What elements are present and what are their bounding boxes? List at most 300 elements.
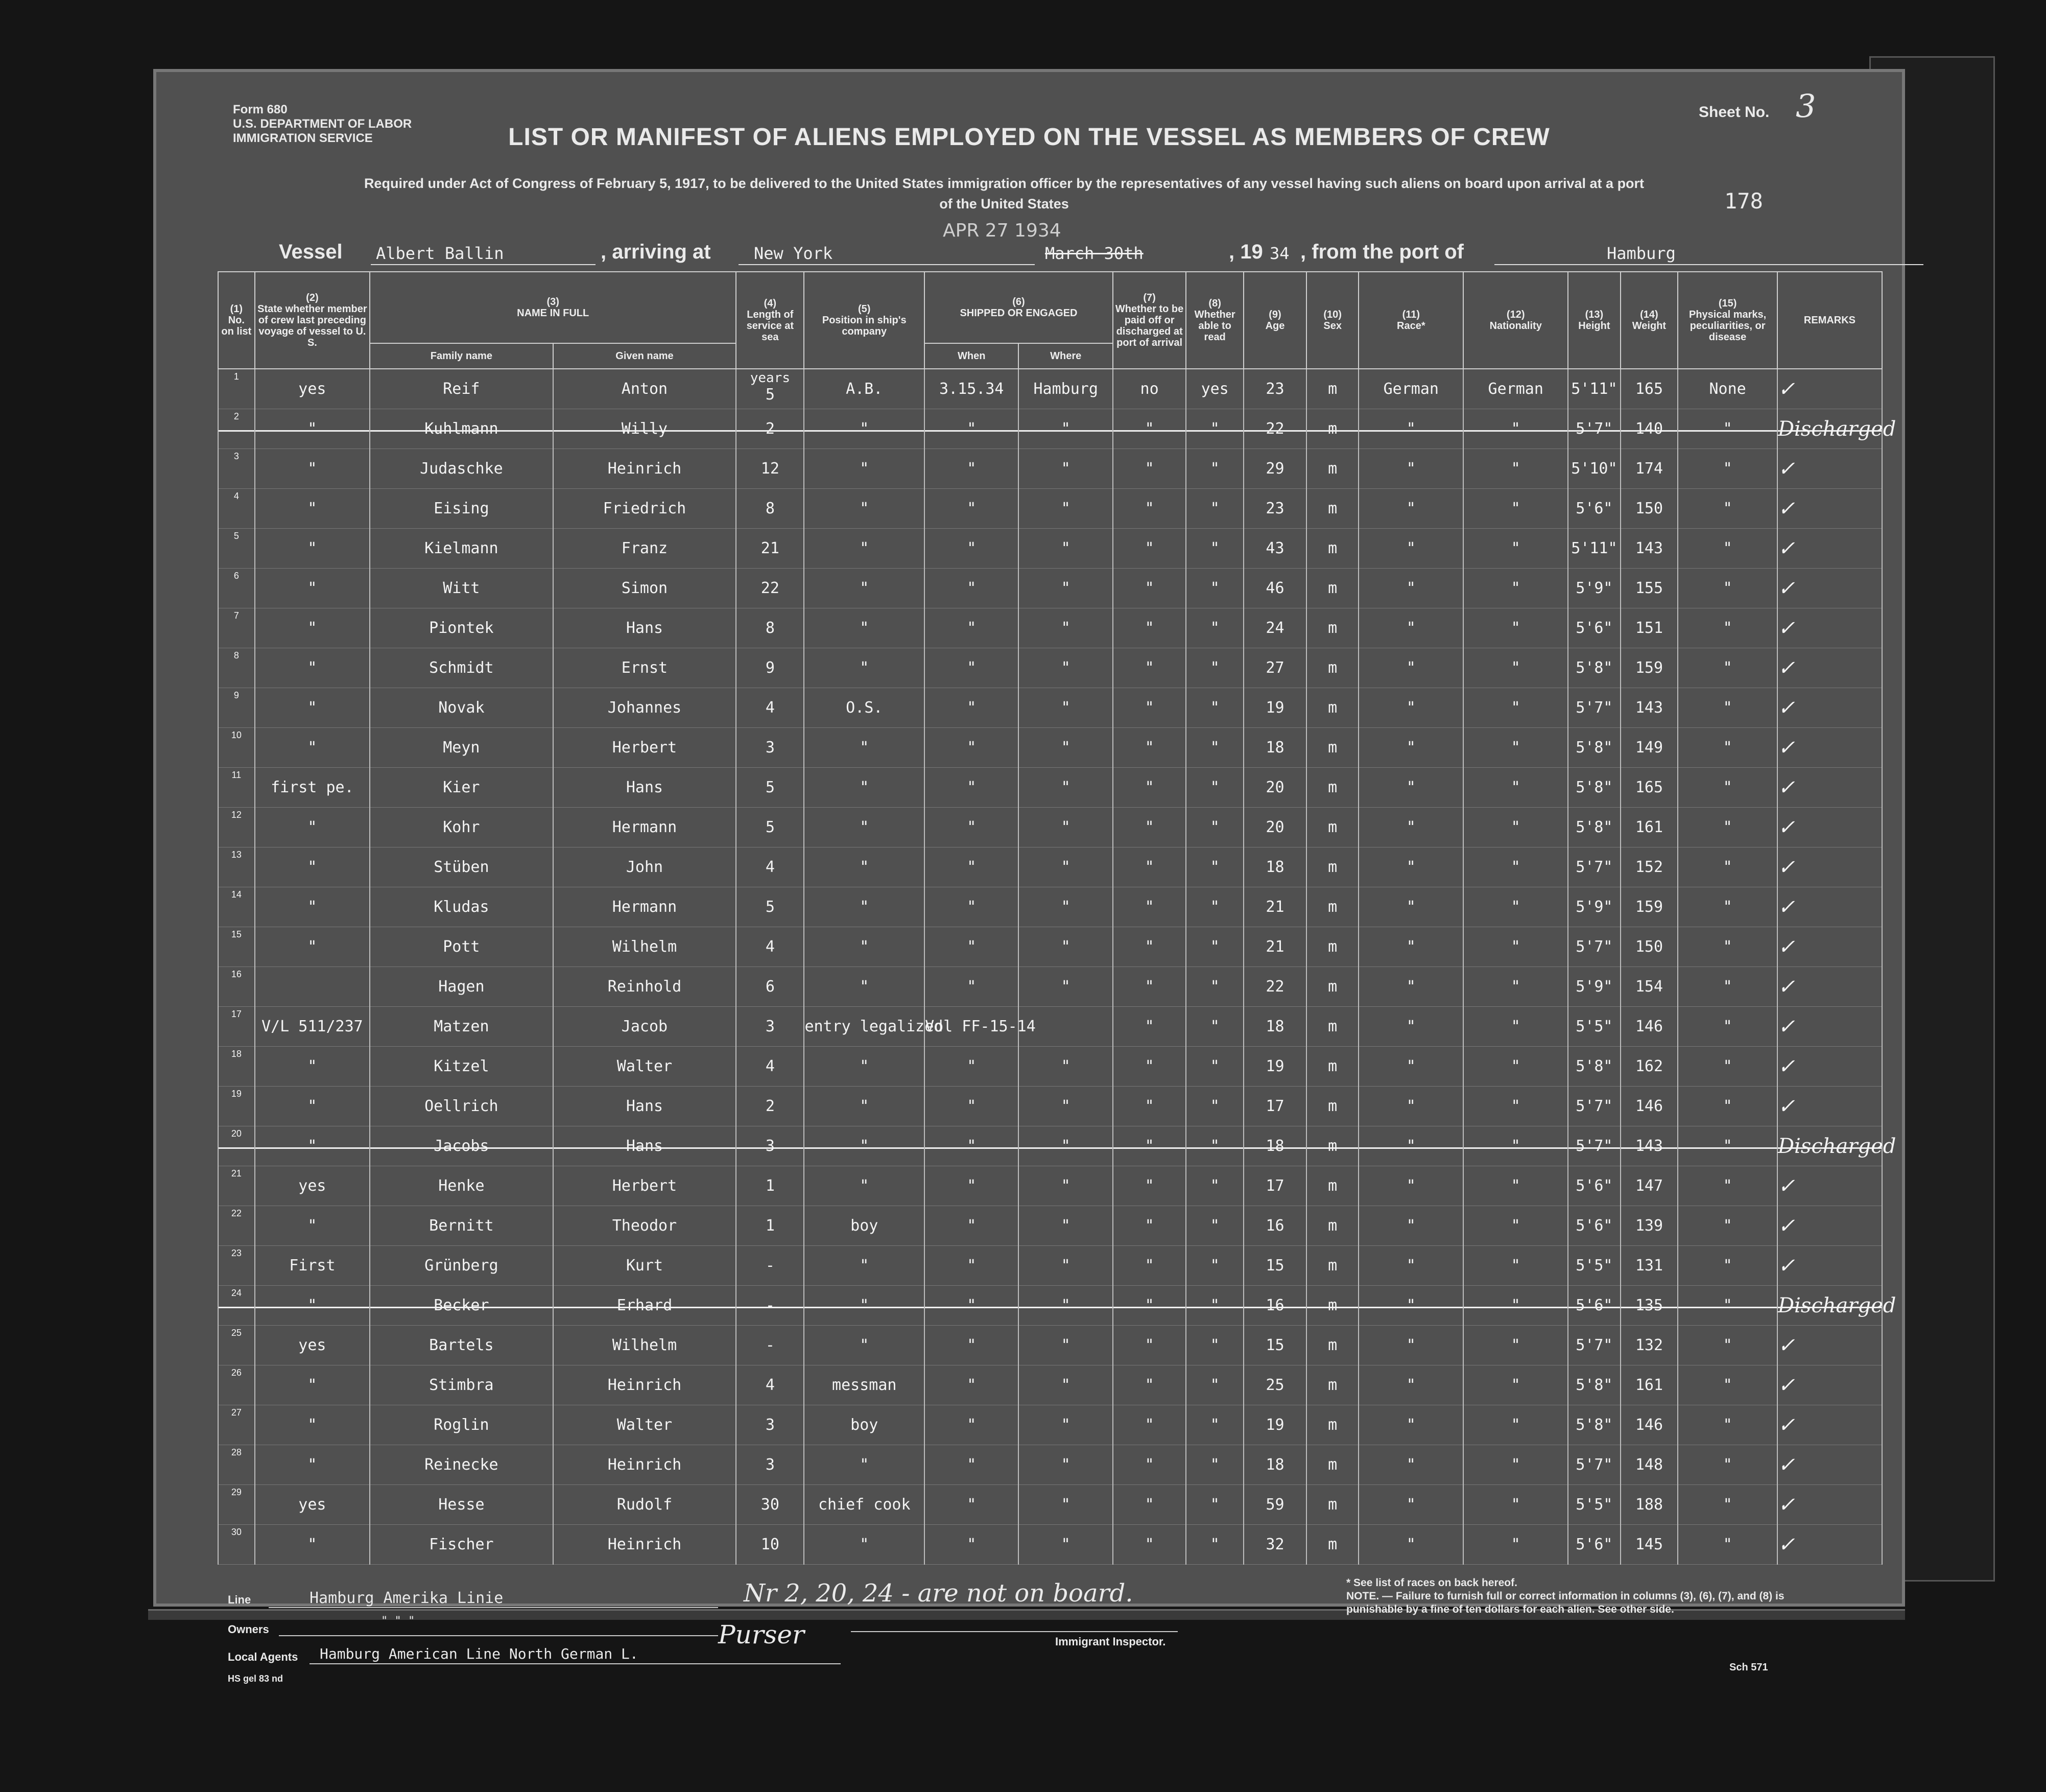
table-row [218,569,1882,608]
remarks-value: ✓ [1777,736,1795,760]
given-name [553,1087,736,1126]
family-name-value: Novak [438,699,485,717]
able-to-read [1186,529,1244,569]
table-row [218,1405,1882,1445]
nationality-value: " [1511,1296,1520,1314]
shipped-when [924,887,1018,927]
col-header-remarks: REMARKS [1777,272,1882,369]
row-number-value: 15 [231,929,242,939]
given-name [553,1326,736,1365]
given-name [553,688,736,728]
row-number [218,1007,255,1047]
row-number-value: 13 [231,850,242,860]
row-number-value: 18 [231,1049,242,1059]
paid-off [1113,768,1186,808]
col-header-shipped: (6) SHIPPED OR ENGAGED [924,272,1113,343]
service-years [736,1047,804,1087]
position [804,1047,924,1087]
race [1359,1286,1463,1326]
age [1244,847,1306,887]
previous-voyage [255,1405,370,1445]
shipped-when-value: " [967,779,977,796]
sex [1306,1326,1359,1365]
nationality-value: " [1511,1177,1520,1195]
manifest-sheet [153,69,1905,1684]
shipped-where [1018,1126,1112,1166]
row-number [218,847,255,887]
service-years-value: 6 [765,978,775,996]
family-name-value: Witt [443,579,480,597]
remarks-value: Discharged [1777,1134,1896,1158]
height-value: 5'7" [1576,699,1613,717]
row-number-value: 17 [231,1009,242,1019]
shipped-where [1018,1087,1112,1126]
nationality-value: German [1488,380,1543,398]
shipped-where-value: " [1061,1416,1070,1434]
given-name [553,1286,736,1326]
age [1244,1126,1306,1166]
race-value: " [1406,500,1416,517]
service-years [736,1326,804,1365]
weight [1621,489,1678,529]
physical-marks-value: " [1723,858,1732,876]
sex-value: m [1328,420,1338,438]
shipped-when-value: " [967,1376,977,1394]
service-years-value: - [765,1257,775,1275]
position [804,1445,924,1485]
paid-off [1113,887,1186,927]
shipped-when [924,529,1018,569]
previous-voyage-value: " [307,539,317,557]
able-to-read-value: " [1210,1177,1220,1195]
weight-value: 145 [1635,1536,1663,1553]
row-number-value: 4 [233,491,239,501]
position [804,648,924,688]
row-number-value: 25 [231,1328,242,1338]
shipped-where-value: " [1061,1336,1070,1354]
physical-marks-value: " [1723,1296,1732,1314]
sex [1306,808,1359,847]
nationality-value: " [1511,1217,1520,1235]
sex [1306,1445,1359,1485]
position-value: " [860,779,869,796]
sex [1306,1365,1359,1405]
row-number [218,808,255,847]
age-value: 43 [1266,539,1284,557]
given-name-value: Kurt [626,1257,663,1275]
given-name-value: Heinrich [607,1536,682,1553]
able-to-read [1186,808,1244,847]
row-number-value: 5 [233,531,239,541]
previous-voyage [255,1126,370,1166]
physical-marks [1678,1206,1777,1246]
height-value: 5'6" [1576,619,1613,637]
given-name-value: Erhard [616,1296,673,1314]
height [1568,1286,1620,1326]
shipped-where-value: " [1061,1296,1070,1314]
previous-voyage [255,409,370,449]
sex [1306,648,1359,688]
age-value: 19 [1266,1416,1284,1434]
service-years [736,569,804,608]
position-value: " [860,858,869,876]
nationality [1463,1206,1568,1246]
paid-off-value: " [1145,500,1154,517]
shipped-when-value: " [967,1336,977,1354]
row-number [218,1047,255,1087]
service-years [736,409,804,449]
shipped-where [1018,409,1112,449]
height-value: 5'7" [1576,1336,1613,1354]
service-years [736,489,804,529]
service-years [736,768,804,808]
given-name-value: Willy [621,420,668,438]
paid-off [1113,808,1186,847]
able-to-read [1186,887,1244,927]
shipped-when-value: " [967,1416,977,1434]
race [1359,1047,1463,1087]
paid-off-value: " [1145,1177,1154,1195]
family-name [370,1047,553,1087]
weight-value: 132 [1635,1336,1663,1354]
position-value: " [860,1257,869,1275]
physical-marks [1678,728,1777,768]
previous-voyage-value: " [307,858,317,876]
years-label: years [750,370,790,386]
physical-marks-value: " [1723,460,1732,478]
remarks [1777,1326,1882,1365]
age-value: 23 [1266,500,1284,517]
age [1244,409,1306,449]
shipped-when-value: " [967,500,977,517]
shipped-where-value: " [1061,858,1070,876]
race-value: " [1406,420,1416,438]
age-value: 18 [1266,1456,1284,1474]
shipped-where-value: " [1061,1177,1070,1195]
able-to-read-value: " [1210,1097,1220,1115]
line-label: Line [228,1593,251,1606]
service-years [736,728,804,768]
remarks [1777,1445,1882,1485]
weight [1621,1087,1678,1126]
shipped-where-value: " [1061,500,1070,517]
able-to-read [1186,1087,1244,1126]
service-years [736,648,804,688]
remarks-value: ✓ [1777,457,1795,481]
table-row [218,1206,1882,1246]
paid-off-value: " [1145,1416,1154,1434]
shipped-where-value: " [1061,579,1070,597]
row-number-value: 21 [231,1168,242,1178]
age [1244,688,1306,728]
height [1568,409,1620,449]
service-years [736,1365,804,1405]
nationality [1463,847,1568,887]
remarks-value: ✓ [1777,1254,1795,1278]
weight-value: 165 [1635,380,1663,398]
remarks-value: ✓ [1777,855,1795,879]
previous-voyage-value: " [307,420,317,438]
row-number [218,1126,255,1166]
height [1568,449,1620,489]
height-value: 5'9" [1576,898,1613,916]
service-years-value: 5 [765,386,775,404]
shipped-where-value: " [1061,539,1070,557]
age [1244,1246,1306,1286]
race-value: " [1406,898,1416,916]
height [1568,688,1620,728]
service-years [736,688,804,728]
shipped-when-value: " [967,619,977,637]
height-value: 5'7" [1576,420,1613,438]
nationality [1463,808,1568,847]
race [1359,1126,1463,1166]
service-years [736,1206,804,1246]
weight-value: 165 [1635,779,1663,796]
given-name [553,887,736,927]
page-title: LIST OR MANIFEST OF ALIENS EMPLOYED ON THE VESSEL AS MEMBERS OF CREW [508,124,1550,151]
remarks-value: ✓ [1777,1214,1795,1238]
service-years-value: 10 [760,1536,779,1553]
physical-marks [1678,1405,1777,1445]
family-name-value: Kludas [434,898,489,916]
height [1568,967,1620,1007]
able-to-read [1186,1485,1244,1525]
height-value: 5'9" [1576,978,1613,996]
weight-value: 148 [1635,1456,1663,1474]
service-years [736,847,804,887]
previous-voyage-value: " [307,938,317,956]
physical-marks-value: " [1723,1018,1732,1035]
race [1359,1206,1463,1246]
paid-off [1113,529,1186,569]
purser-signature: Purser [718,1620,804,1649]
hs-code: HS gel 83 nd [228,1673,283,1684]
shipped-when-value: " [967,898,977,916]
weight [1621,847,1678,887]
race-value: " [1406,1416,1416,1434]
able-to-read-value: " [1210,500,1220,517]
nationality [1463,369,1568,409]
form-number: Form 680 U.S. DEPARTMENT OF LABOR IMMIGRATION SERVICE [233,103,412,145]
shipped-where [1018,887,1112,927]
race [1359,1485,1463,1525]
race-value: " [1406,1496,1416,1514]
previous-voyage-value: " [307,1456,317,1474]
able-to-read-value: " [1210,1296,1220,1314]
age-value: 18 [1266,739,1284,757]
service-years [736,369,804,409]
given-name-value: Theodor [612,1217,677,1235]
weight-value: 143 [1635,539,1663,557]
sex [1306,369,1359,409]
physical-marks-value: None [1709,380,1746,398]
nationality-value: " [1511,1496,1520,1514]
remarks [1777,847,1882,887]
given-name [553,1206,736,1246]
service-years-value: 5 [765,898,775,916]
sex [1306,1047,1359,1087]
service-years [736,1286,804,1326]
position [804,1166,924,1206]
col-header-when: When [924,343,1018,369]
position [804,489,924,529]
remarks [1777,1206,1882,1246]
height-value: 5'7" [1576,1456,1613,1474]
height-value: 5'7" [1576,938,1613,956]
shipped-where-value: " [1061,1137,1070,1155]
previous-voyage-value: yes [298,1496,326,1514]
age-value: 18 [1266,1137,1284,1155]
sex [1306,1087,1359,1126]
race [1359,449,1463,489]
remarks-value: ✓ [1777,935,1795,959]
table-row [218,1286,1882,1326]
weight [1621,1047,1678,1087]
footnote: * See list of races on back hereof. NOTE. — Failure to furnish full or correct information in columns (3), (6), (7), and (8) is punishable by a fine of ten dollars for each alien. See other side. [1346,1577,1785,1615]
service-years-value: 3 [765,1137,775,1155]
row-number [218,529,255,569]
position [804,1087,924,1126]
race-value: " [1406,1018,1416,1035]
nationality-value: " [1511,1376,1520,1394]
family-name-value: Kohr [443,818,480,836]
family-name [370,489,553,529]
previous-voyage [255,1047,370,1087]
given-name-value: Heinrich [607,1456,682,1474]
family-name-value: Jacobs [434,1137,489,1155]
col-header-read: (8) Whether able to read [1186,272,1244,369]
service-years-value: 1 [765,1217,775,1235]
physical-marks [1678,1087,1777,1126]
height [1568,808,1620,847]
paid-off [1113,1047,1186,1087]
physical-marks [1678,569,1777,608]
height-value: 5'5" [1576,1018,1613,1035]
physical-marks [1678,1445,1777,1485]
position-value: " [860,539,869,557]
sex [1306,1166,1359,1206]
race [1359,1405,1463,1445]
table-row [218,768,1882,808]
physical-marks [1678,927,1777,967]
shipped-when-value: " [967,739,977,757]
table-row [218,967,1882,1007]
able-to-read [1186,608,1244,648]
family-name-value: Kuhlmann [424,420,498,438]
nationality [1463,569,1568,608]
position-value: " [860,1137,869,1155]
shipped-where [1018,1047,1112,1087]
position [804,847,924,887]
sex-value: m [1328,1097,1338,1115]
physical-marks [1678,847,1777,887]
paid-off-value: " [1145,619,1154,637]
sex-value: m [1328,858,1338,876]
race-value: " [1406,1376,1416,1394]
shipped-where [1018,1166,1112,1206]
from-label: , from the port of [1300,241,1464,263]
sex-value: m [1328,500,1338,517]
service-years [736,927,804,967]
sheet-label: Sheet No. [1699,104,1770,121]
position [804,1246,924,1286]
weight [1621,768,1678,808]
row-number-value: 10 [231,730,242,740]
shipped-where-value: " [1061,460,1070,478]
nationality [1463,1326,1568,1365]
paid-off-value: " [1145,818,1154,836]
age [1244,1286,1306,1326]
able-to-read [1186,688,1244,728]
table-row [218,449,1882,489]
previous-voyage-value: " [307,1416,317,1434]
weight [1621,688,1678,728]
family-name [370,1206,553,1246]
shipped-where [1018,808,1112,847]
paid-off [1113,1126,1186,1166]
age-value: 23 [1266,380,1284,398]
paid-off-value: " [1145,1217,1154,1235]
previous-voyage-value: First [289,1257,336,1275]
family-name-value: Meyn [443,739,480,757]
sex [1306,887,1359,927]
nationality [1463,1405,1568,1445]
remarks [1777,688,1882,728]
sex-value: m [1328,1217,1338,1235]
family-name [370,1286,553,1326]
service-years-value: 4 [765,1376,775,1394]
age-value: 19 [1266,1057,1284,1075]
shipped-when-value: Vol FF-15-14 [925,1018,1036,1035]
family-name-value: Pott [443,938,480,956]
age-value: 17 [1266,1097,1284,1115]
age-value: 15 [1266,1257,1284,1275]
shipped-where [1018,489,1112,529]
age [1244,529,1306,569]
row-number-value: 2 [233,411,239,421]
sex [1306,728,1359,768]
family-name-value: Roglin [434,1416,489,1434]
nationality-value: " [1511,938,1520,956]
position [804,1286,924,1326]
remarks [1777,768,1882,808]
given-name [553,728,736,768]
sex [1306,688,1359,728]
service-years [736,887,804,927]
shipped-where [1018,1445,1112,1485]
family-name-value: Kielmann [424,539,498,557]
shipped-when-value: " [967,1217,977,1235]
weight [1621,449,1678,489]
col-header-given-name: Given name [553,343,736,369]
able-to-read-value: " [1210,420,1220,438]
able-to-read-value: " [1210,858,1220,876]
struck-date: March 30th [1045,244,1144,263]
race-value: " [1406,1336,1416,1354]
service-years [736,1405,804,1445]
position [804,529,924,569]
remarks [1777,808,1882,847]
position-value: O.S. [846,699,883,717]
remarks [1777,1365,1882,1405]
weight-value: 149 [1635,739,1663,757]
sheet-number: 3 [1796,87,1816,125]
position [804,569,924,608]
nationality-value: " [1511,460,1520,478]
physical-marks-value: " [1723,978,1732,996]
shipped-when [924,569,1018,608]
